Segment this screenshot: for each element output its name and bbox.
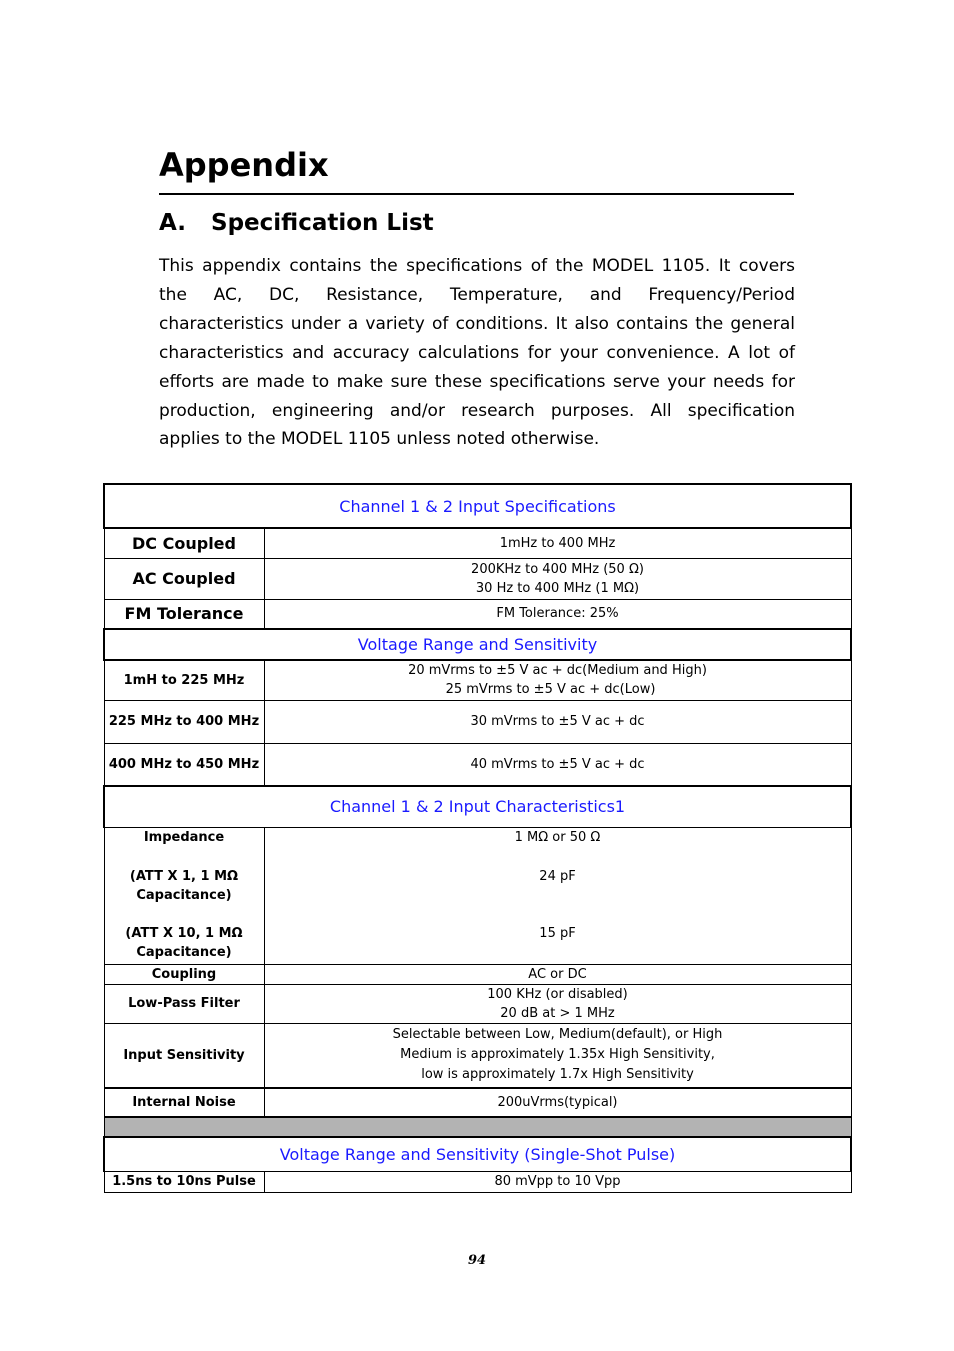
low-pass-filter-value bbox=[264, 984, 851, 1023]
capacitance-att1-value: 24 pF bbox=[539, 868, 576, 884]
range-3-label: 400 MHz to 450 MHz bbox=[104, 743, 264, 786]
section-header-input-characteristics: Channel 1 & 2 Input Characteristics1 bbox=[104, 786, 851, 827]
section-number: A. bbox=[159, 210, 186, 236]
low-pass-filter-label: Low-Pass Filter bbox=[104, 984, 264, 1023]
fm-tolerance-label: FM Tolerance bbox=[104, 599, 264, 629]
coupling-value: AC or DC bbox=[264, 964, 851, 984]
range-3-value: 40 mVrms to ±5 V ac + dc bbox=[264, 743, 851, 786]
low-pass-filter-value-line: 100 KHz (or disabled) bbox=[487, 986, 628, 1002]
impedance-value: 1 MΩ or 50 Ω bbox=[514, 829, 601, 845]
impedance-label: Impedance bbox=[143, 829, 225, 845]
intro-paragraph: This appendix contains the specifications of the MODEL 1105. It covers the AC, DC, Resistance, Temperature, and Frequency/Period characteristics under a variety of conditions. It also contains the general characteristics and accuracy calculations for your convenience. A lot of efforts are made to make sure these specifications serve your needs for production, engineering and/or research purposes. All specification applies to the MODEL 1105 unless noted otherwise. bbox=[159, 256, 795, 450]
pulse-label: 1.5ns to 10ns Pulse bbox=[104, 1171, 264, 1192]
input-sensitivity-value bbox=[264, 1023, 851, 1088]
capacitance-att1-label: (ATT X 1, 1 MΩ Capacitance) bbox=[129, 868, 239, 903]
impedance-value-cell bbox=[264, 827, 851, 964]
low-pass-filter-value-line: 20 dB at > 1 MHz bbox=[500, 1005, 615, 1021]
coupling-label: Coupling bbox=[104, 964, 264, 984]
input-sensitivity-value-line: Selectable between Low, Medium(default), or High bbox=[392, 1027, 723, 1043]
spec-table bbox=[103, 483, 852, 1193]
section-title bbox=[159, 207, 434, 239]
range-2-label: 225 MHz to 400 MHz bbox=[104, 700, 264, 743]
ac-coupled-label: AC Coupled bbox=[104, 558, 264, 599]
range-1-label: 1mH to 225 MHz bbox=[104, 660, 264, 700]
fm-tolerance-value: FM Tolerance: 25% bbox=[264, 599, 851, 629]
input-sensitivity-label: Input Sensitivity bbox=[104, 1023, 264, 1088]
section-title-text: Specification List bbox=[211, 210, 434, 236]
section-header-input-specs: Channel 1 & 2 Input Specifications bbox=[104, 484, 851, 528]
range-1-value bbox=[264, 660, 851, 700]
input-sensitivity-value-line: low is approximately 1.7x High Sensitivity bbox=[421, 1067, 694, 1083]
dc-coupled-value: 1mHz to 400 MHz bbox=[264, 528, 851, 558]
gray-separator-row bbox=[104, 1117, 851, 1137]
internal-noise-value: 200uVrms(typical) bbox=[264, 1088, 851, 1117]
pulse-value: 80 mVpp to 10 Vpp bbox=[264, 1171, 851, 1192]
page-heading: Appendix bbox=[159, 143, 794, 195]
ac-coupled-value bbox=[264, 558, 851, 599]
page-number: 94 bbox=[467, 1253, 487, 1268]
capacitance-att10-label: (ATT X 10, 1 MΩ Capacitance) bbox=[125, 925, 243, 960]
input-sensitivity-value-line: Medium is approximately 1.35x High Sensitivity, bbox=[400, 1047, 715, 1063]
internal-noise-label: Internal Noise bbox=[104, 1088, 264, 1117]
section-header-voltage-range: Voltage Range and Sensitivity bbox=[104, 629, 851, 660]
section-header-single-shot-pulse: Voltage Range and Sensitivity (Single-Shot Pulse) bbox=[104, 1137, 851, 1171]
range-1-value-line: 20 mVrms to ±5 V ac + dc(Medium and High) bbox=[408, 663, 707, 679]
impedance-label-cell bbox=[104, 827, 264, 964]
capacitance-att10-value: 15 pF bbox=[539, 925, 576, 941]
dc-coupled-label: DC Coupled bbox=[104, 528, 264, 558]
ac-coupled-value-line: 30 Hz to 400 MHz (1 MΩ) bbox=[475, 580, 640, 596]
range-2-value: 30 mVrms to ±5 V ac + dc bbox=[264, 700, 851, 743]
range-1-value-line: 25 mVrms to ±5 V ac + dc(Low) bbox=[445, 682, 656, 698]
ac-coupled-value-line: 200KHz to 400 MHz (50 Ω) bbox=[471, 561, 644, 577]
